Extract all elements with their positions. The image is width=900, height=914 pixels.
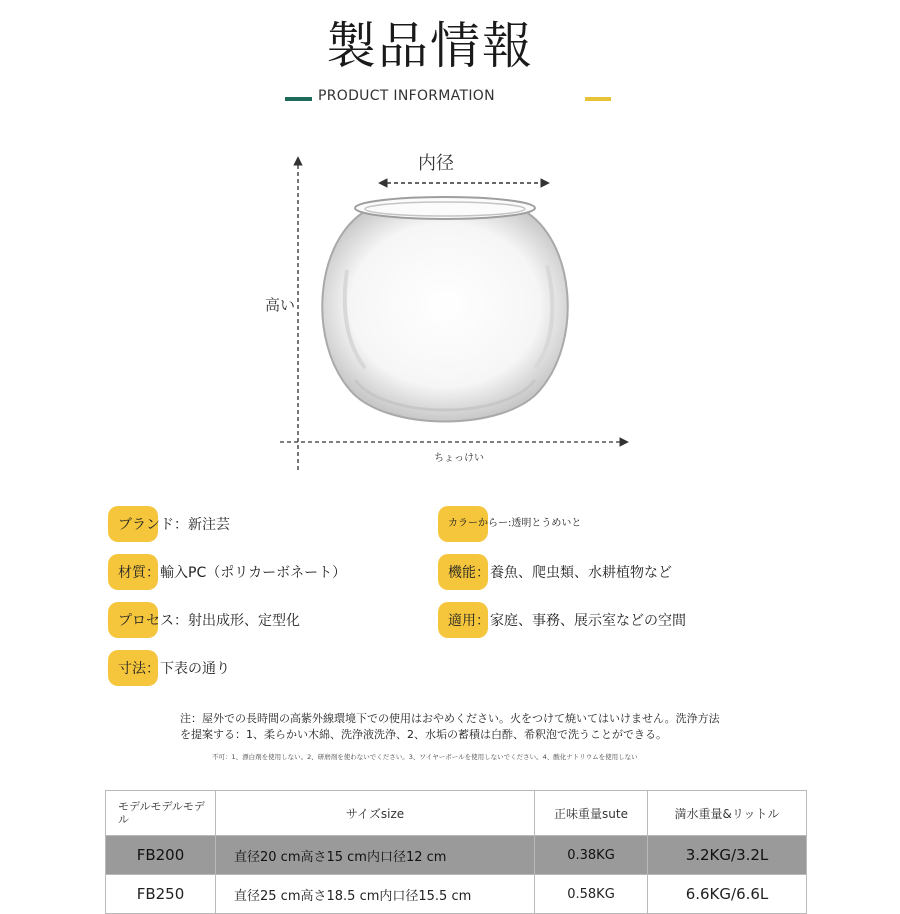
- spec-text: ブランド：新注芸: [118, 517, 230, 533]
- table-row: [106, 836, 807, 875]
- spec-brand: [108, 506, 230, 542]
- inner-diameter-label: 内径: [418, 153, 454, 174]
- spec-text: カラーからー:透明とうめいと: [448, 518, 582, 529]
- page-subtitle: PRODUCT INFORMATION: [318, 88, 495, 104]
- cell-net-weight: 0.58KG: [535, 875, 648, 914]
- yellow-accent-bar: [585, 97, 611, 101]
- spec-process: [108, 602, 300, 638]
- green-accent-bar: [285, 97, 312, 101]
- spec-color: [438, 506, 588, 542]
- bottom-diameter-label: ちょっけい: [434, 453, 484, 464]
- bowl-diagram: [255, 140, 645, 480]
- page-title: 製品情報: [326, 17, 534, 75]
- bowl-body: [322, 210, 567, 422]
- care-note-fine: 不可：1、漂白剤を使用しない。2、研磨剤を使わないでください。3、ワイヤーボールを使用しないでください。4、酸化ナトリウムを使用しない: [212, 753, 638, 761]
- height-label: 高い: [265, 296, 296, 314]
- spec-material: [108, 554, 346, 590]
- cell-full-weight: 3.2KG/3.2L: [648, 836, 807, 875]
- spec-usage: [438, 602, 686, 638]
- cell-size: 直径20 cm高さ15 cm内口径12 cm: [216, 836, 535, 875]
- spec-text: 機能：養魚、爬虫類、水耕植物など: [448, 565, 672, 581]
- cell-size: 直径25 cm高さ18.5 cm内口径15.5 cm: [216, 875, 535, 914]
- spec-function: [438, 554, 672, 590]
- table-header-size: サイズsize: [216, 791, 535, 836]
- spec-dimensions: [108, 650, 230, 686]
- spec-text: 寸法：下表の通り: [118, 661, 230, 677]
- table-header-net-weight: 正味重量sute: [535, 791, 648, 836]
- table-header-model: モデルモデルモデル: [106, 791, 216, 836]
- spec-text: 材質：輸入PC（ポリカーボネート）: [118, 565, 347, 581]
- size-table: [105, 790, 807, 914]
- cell-model: FB250: [106, 875, 216, 914]
- table-header-full-weight: 満水重量&リットル: [648, 791, 807, 836]
- table-row: [106, 875, 807, 914]
- care-note: 注：屋外での長時間の高紫外線環境下での使用はおやめください。火をつけて焼いてはいけません。洗浄方法を提案する：1、柔らかい木綿、洗浄液洗浄、2、水垢の蓄積は白酢、希釈泡で洗うことができる。: [180, 712, 720, 741]
- spec-text: 適用：家庭、事務、展示室などの空間: [448, 613, 686, 629]
- table-header-row: [106, 791, 807, 836]
- cell-model: FB200: [106, 836, 216, 875]
- spec-text: プロセス：射出成形、定型化: [118, 613, 300, 629]
- cell-full-weight: 6.6KG/6.6L: [648, 875, 807, 914]
- cell-net-weight: 0.38KG: [535, 836, 648, 875]
